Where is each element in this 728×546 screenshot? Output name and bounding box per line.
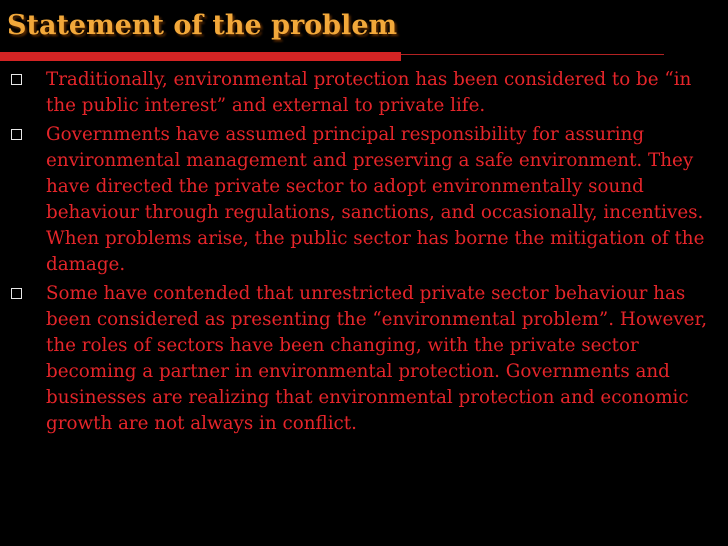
- bullet-list: [8, 67, 713, 440]
- bullet-text: Governments have assumed principal responsibility for assuring environmental management and preserving a safe environment. They have directed the private sector to adopt environmentally sound behaviour through regulations, sanctions, and occasionally, incentives. When problems arise, the public sector has borne the mitigation of the damage.: [46, 124, 705, 275]
- hollow-square-bullet-icon: [11, 288, 22, 299]
- bullet-text: Some have contended that unrestricted private sector behaviour has been considered as presenting the “environmental problem”. However, the roles of sectors have been changing, with the private sector becoming a partner in environmental protection. Governments and businesses are realizing that environmental protection and economic growth are not always in conflict.: [46, 283, 708, 434]
- slide-title: Statement of the problem: [7, 10, 398, 41]
- title-underline-thick: [0, 52, 401, 61]
- hollow-square-bullet-icon: [11, 129, 22, 140]
- bullet-item: [8, 67, 713, 119]
- bullet-item: [8, 122, 713, 278]
- bullet-text: Traditionally, environmental protection has been considered to be “in the public interest” and external to private life.: [46, 69, 692, 116]
- title-underline-thin: [401, 54, 664, 55]
- bullet-item: [8, 281, 713, 437]
- hollow-square-bullet-icon: [11, 74, 22, 85]
